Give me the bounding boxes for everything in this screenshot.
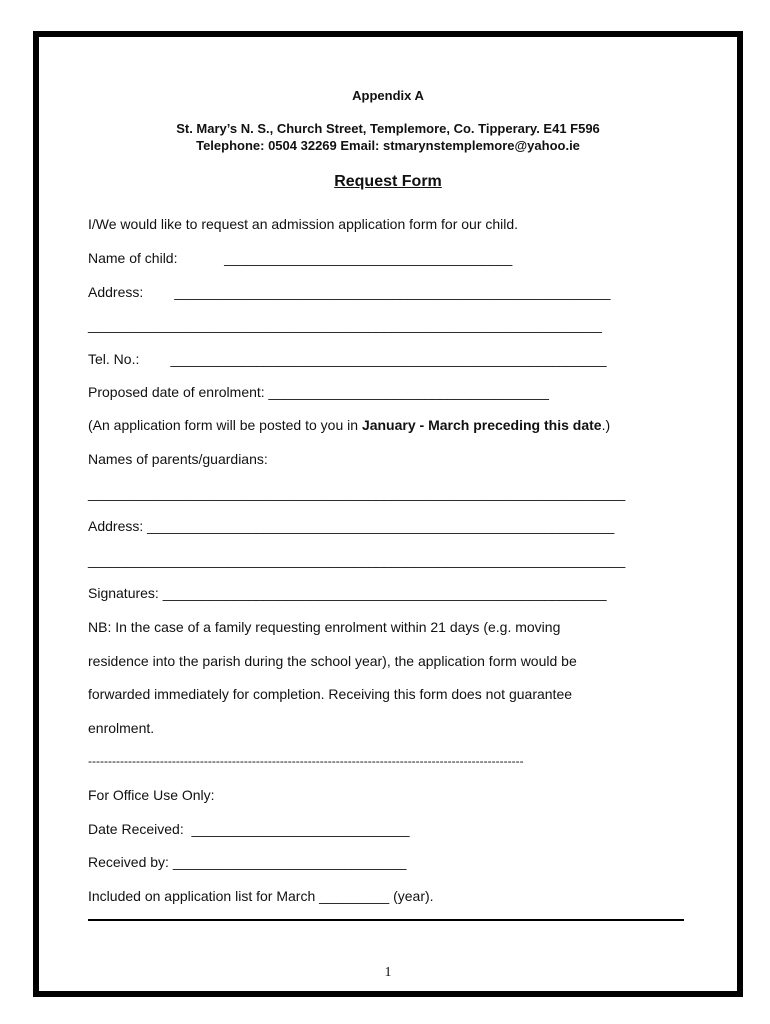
nb-line-2: residence into the parish during the school year), the application form would be bbox=[88, 653, 577, 669]
form-title: Request Form bbox=[334, 173, 442, 190]
address-field[interactable]: Address: ________________________________________________________ bbox=[88, 284, 611, 300]
posting-notice-end: .) bbox=[601, 417, 611, 433]
signatures-field[interactable]: Signatures: _________________________________________________________ bbox=[88, 585, 607, 601]
address-continuation-field[interactable]: __________________________________________________________________ bbox=[88, 317, 602, 333]
nb-line-4: enrolment. bbox=[88, 720, 155, 736]
parents-names-field[interactable]: _____________________________________________________________________ bbox=[88, 485, 626, 501]
parents-address-continuation-field[interactable]: _____________________________________________________________________ bbox=[88, 552, 626, 568]
nb-line-1: NB: In the case of a family requesting enrolment within 21 days (e.g. moving bbox=[88, 619, 561, 635]
appendix-label: Appendix A bbox=[352, 88, 424, 103]
dashed-divider: ------------------------------------------------------------------------------------------------------------- bbox=[88, 754, 524, 768]
child-name-field[interactable]: Name of child: _____________________________________ bbox=[88, 250, 513, 266]
page-number: 1 bbox=[384, 965, 392, 980]
footer-rule bbox=[88, 919, 684, 921]
office-use-heading: For Office Use Only: bbox=[88, 787, 215, 803]
posting-notice-start: (An application form will be posted to you in bbox=[88, 417, 362, 433]
posting-notice bbox=[88, 416, 610, 434]
posting-notice-period: January - March preceding this date bbox=[361, 417, 602, 433]
received-by-field[interactable]: Received by: ______________________________ bbox=[88, 854, 407, 870]
enrolment-date-field[interactable]: Proposed date of enrolment: ____________________________________ bbox=[88, 384, 549, 400]
date-received-field[interactable]: Date Received: ____________________________ bbox=[88, 821, 410, 837]
intro-text: I/We would like to request an admission application form for our child. bbox=[88, 216, 519, 232]
telephone-field[interactable]: Tel. No.: ________________________________________________________ bbox=[88, 351, 607, 367]
parents-label: Names of parents/guardians: bbox=[88, 451, 268, 467]
school-address: St. Mary’s N. S., Church Street, Templemore, Co. Tipperary. E41 F596 bbox=[176, 121, 600, 136]
school-contact: Telephone: 0504 32269 Email: stmarynstemplemore@yahoo.ie bbox=[196, 138, 580, 153]
nb-line-3: forwarded immediately for completion. Receiving this form does not guarantee bbox=[88, 686, 573, 702]
parents-address-field[interactable]: Address: ____________________________________________________________ bbox=[88, 518, 615, 534]
application-list-field[interactable]: Included on application list for March _________ (year). bbox=[88, 888, 434, 904]
